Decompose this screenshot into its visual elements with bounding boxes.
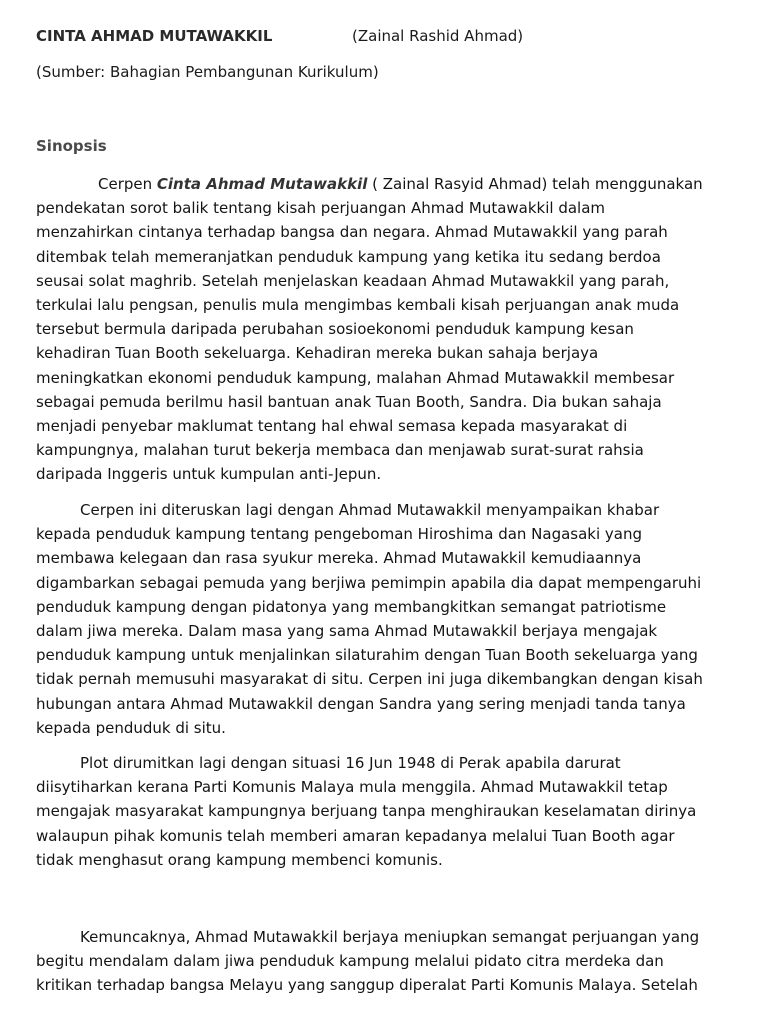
paragraph-line: Kemuncaknya, Ahmad Mutawakkil berjaya meniupkan semangat perjuangan yang (80, 928, 700, 946)
paragraph-line: kritikan terhadap bangsa Melayu yang sanggup diperalat Parti Komunis Malaya. Setelah (36, 976, 698, 995)
paragraph-line: kepada penduduk di situ. (36, 718, 226, 737)
paragraph-line: kepada penduduk kampung tentang pengeboman Hiroshima dan Nagasaki yang (36, 525, 643, 544)
paragraph-line (36, 172, 736, 196)
paragraph-line: menzahirkan cintanya terhadap bangsa dan negara. Ahmad Mutawakkil yang parah (36, 223, 668, 242)
paragraph-line: pendekatan sorot balik tentang kisah perjuangan Ahmad Mutawakkil dalam (36, 199, 606, 218)
paragraph-line: ditembak telah memeranjatkan penduduk kampung yang ketika itu sedang berdoa (36, 247, 661, 266)
paragraph-line: walaupun pihak komunis telah memberi amaran kepadanya melalui Tuan Booth agar (36, 826, 675, 845)
paragraph-line: Plot dirumitkan lagi dengan situasi 16 Jun 1948 di Perak apabila darurat (80, 754, 621, 772)
paragraph-line: digambarkan sebagai pemuda yang berjiwa pemimpin apabila dia dapat mempengaruhi (36, 573, 702, 592)
author-name: (Zainal Rashid Ahmad) (352, 27, 524, 45)
paragraph-3 (36, 751, 736, 872)
paragraph-line: sebagai pemuda berilmu hasil bantuan anak Tuan Booth, Sandra. Dia bukan sahaja (36, 392, 662, 411)
paragraph-line: begitu mendalam dalam jiwa penduduk kampung melalui pidato citra merdeka dan (36, 952, 664, 971)
paragraph-line: tersebut bermula daripada perubahan sosioekonomi penduduk kampung kesan (36, 320, 634, 339)
section-heading-sinopsis: Sinopsis (36, 137, 107, 155)
paragraph-line: Cerpen ini diteruskan lagi dengan Ahmad Mutawakkil menyampaikan khabar (80, 501, 660, 519)
paragraph-line: penduduk kampung untuk menjalinkan silaturahim dengan Tuan Booth sekeluarga yang (36, 646, 698, 665)
paragraph-line: meningkatkan ekonomi penduduk kampung, malahan Ahmad Mutawakkil membesar (36, 368, 675, 387)
lead-text: Cerpen (98, 175, 157, 193)
paragraph-line: mengajak masyarakat kampungnya berjuang tanpa menghiraukan keselamatan dirinya (36, 802, 697, 821)
paragraph-2 (36, 498, 736, 740)
paragraph-1 (36, 172, 736, 487)
paragraph-line: diisytiharkan kerana Parti Komunis Malaya mula menggila. Ahmad Mutawakkil tetap (36, 778, 668, 797)
paragraph-line: penduduk kampung dengan pidatonya yang membangkitkan semangat patriotisme (36, 597, 667, 616)
paragraph-line: membawa kelegaan dan rasa syukur mereka. Ahmad Mutawakkil kemudiaannya (36, 549, 642, 568)
paragraph-line: seusai solat maghrib. Setelah menjelaskan keadaan Ahmad Mutawakkil yang parah, (36, 271, 670, 290)
paragraph-line: tidak menghasut orang kampung membenci komunis. (36, 850, 443, 869)
paragraph-line: kampungnya, malahan turut bekerja membaca dan menjawab surat-surat rahsia (36, 441, 644, 460)
paragraph-line: daripada Inggeris untuk kumpulan anti-Jepun. (36, 465, 382, 484)
paragraph-line: dalam jiwa mereka. Dalam masa yang sama Ahmad Mutawakkil berjaya mengajak (36, 622, 658, 641)
paragraph-line: menjadi penyebar maklumat tentang hal ehwal semasa kepada masyarakat di (36, 417, 628, 436)
first-line-rest: ( Zainal Rasyid Ahmad) telah menggunakan (367, 175, 703, 193)
paragraph-line: kehadiran Tuan Booth sekeluarga. Kehadiran mereka bukan sahaja berjaya (36, 344, 599, 363)
source-line: (Sumber: Bahagian Pembangunan Kurikulum) (36, 63, 379, 81)
story-title: CINTA AHMAD MUTAWAKKIL (36, 27, 273, 45)
work-title: Cinta Ahmad Mutawakkil (156, 175, 368, 193)
title-row (36, 24, 524, 48)
paragraph-line: hubungan antara Ahmad Mutawakkil dengan Sandra yang sering menjadi tanda tanya (36, 694, 686, 713)
paragraph-line: terkulai lalu pengsan, penulis mula mengimbas kembali kisah perjuangan anak muda (36, 296, 680, 315)
paragraph-4 (36, 925, 736, 998)
paragraph-line: tidak pernah memusuhi masyarakat di situ. Cerpen ini juga dikembangkan dengan kisah (36, 670, 703, 689)
